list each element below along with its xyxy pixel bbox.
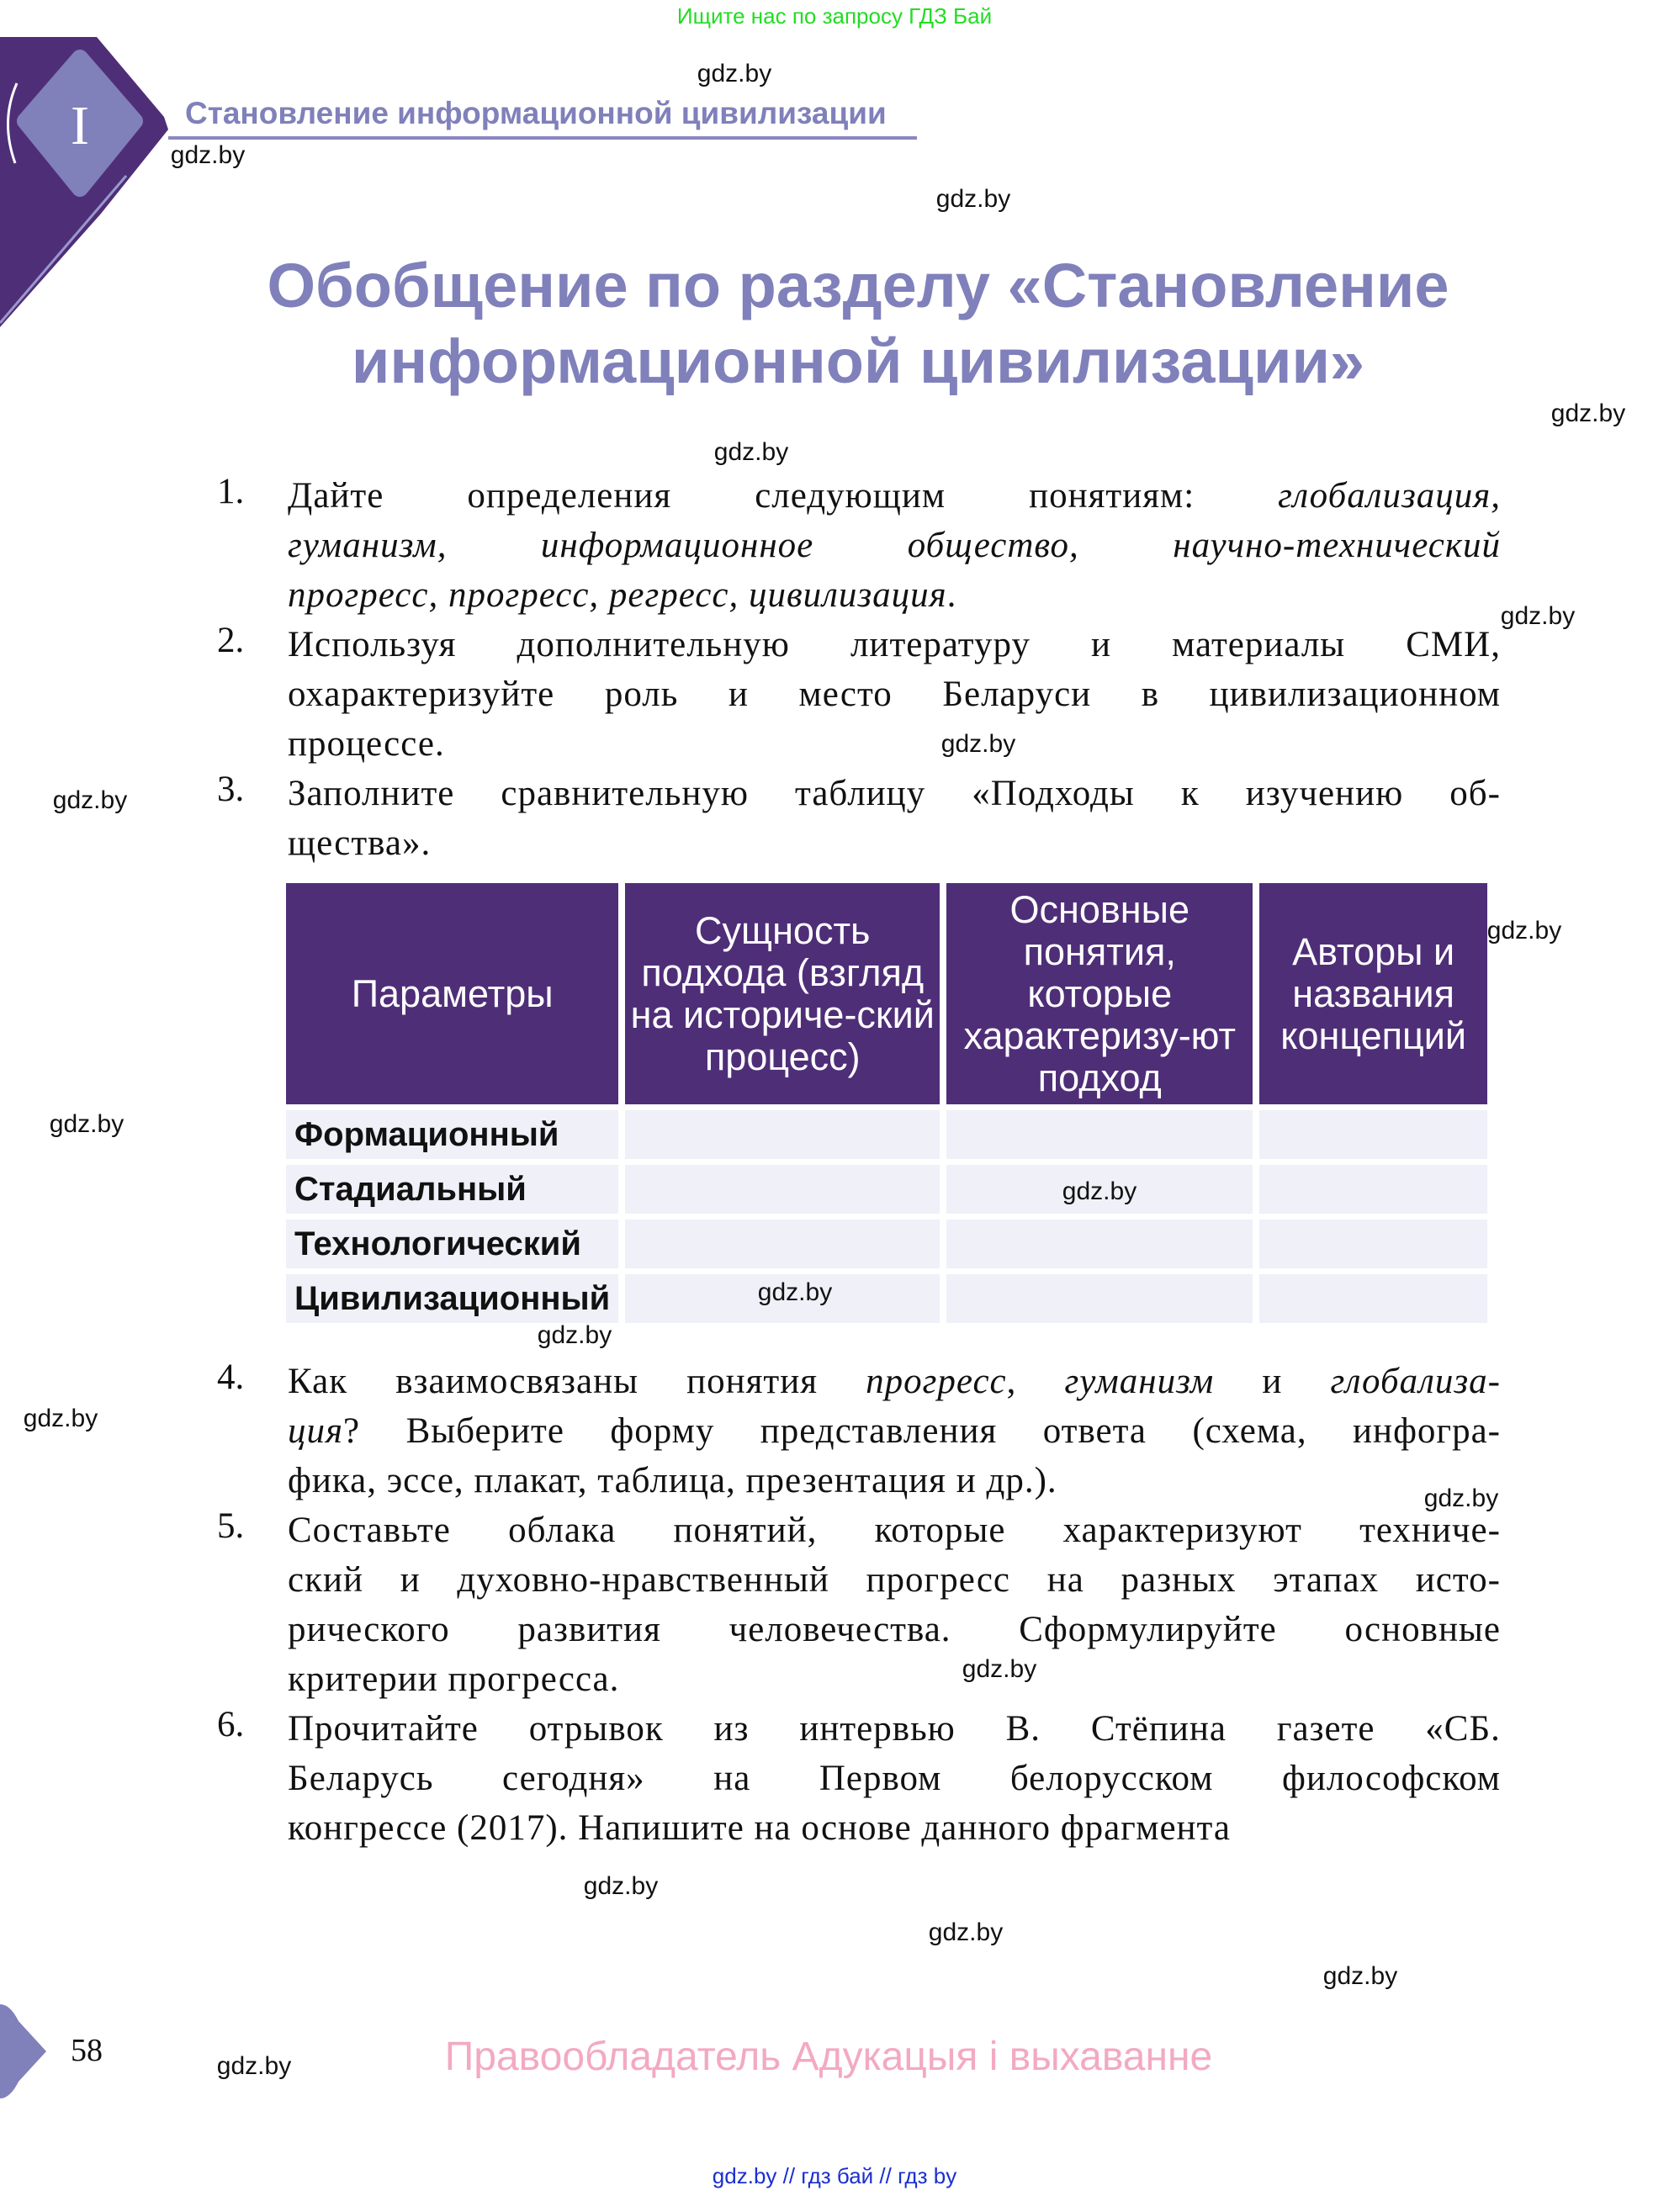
header-cell: Основные понятия, которые характеризу-ют подход — [946, 883, 1253, 1104]
word: взаимосвязаны — [395, 1362, 638, 1401]
word: представления — [760, 1411, 998, 1451]
word-group — [288, 1357, 347, 1406]
word: интервью — [799, 1709, 956, 1749]
row-label: Цивилизационный — [286, 1274, 618, 1323]
word: которые — [874, 1511, 1006, 1550]
word: дополнительную — [517, 625, 790, 664]
word-group — [1406, 620, 1501, 669]
section-underline — [168, 136, 917, 140]
header-cell: Сущность подхода (взгляд на историче-ский процесс) — [625, 883, 940, 1104]
word: «Подходы — [972, 774, 1135, 813]
word: инфогра- — [1353, 1411, 1501, 1451]
task-list — [217, 1357, 1501, 1853]
watermark: gdz.by — [52, 786, 128, 814]
word: Дайте — [288, 476, 384, 516]
page-number: 58 — [71, 2033, 103, 2068]
word-group — [288, 620, 456, 669]
text-segment: фика, эссе, плакат, таблица, презентация и др.). — [288, 1461, 1057, 1500]
task-text-line — [288, 1406, 1501, 1456]
watermark: gdz.by — [928, 1918, 1004, 1946]
word-group — [908, 521, 1079, 570]
word: информационное — [540, 526, 814, 565]
word: техниче- — [1359, 1511, 1501, 1550]
word-group — [1353, 1406, 1501, 1456]
word: Как — [288, 1362, 348, 1401]
task-text-line — [288, 818, 1501, 868]
word-group — [529, 1704, 664, 1754]
watermark: gdz.by — [1486, 917, 1562, 945]
word-group — [541, 521, 813, 570]
word-group — [729, 669, 749, 719]
watermark: gdz.by — [713, 438, 789, 466]
task-number: 4. — [217, 1357, 245, 1397]
row-label: Технологический — [286, 1220, 618, 1268]
watermark: gdz.by — [1322, 1962, 1398, 1990]
word-group — [799, 669, 893, 719]
word: литературу — [850, 625, 1031, 664]
word: облака — [508, 1511, 617, 1550]
text-segment: процессе. — [288, 724, 445, 764]
word-group — [1210, 669, 1501, 719]
word: Составьте — [288, 1511, 451, 1550]
copyright-notice: Правообладатель Адукацыя і выхаванне — [444, 2035, 1213, 2079]
word-group — [866, 1357, 1016, 1406]
watermark: gdz.by — [1062, 1177, 1137, 1205]
word: об- — [1449, 774, 1501, 813]
word: Выберите — [405, 1411, 564, 1451]
word-group — [1277, 1704, 1375, 1754]
word-group — [795, 769, 925, 818]
section-title: Становление информационной цивилизации — [185, 96, 887, 130]
text-segment: конгрессе (2017). Напишите на основе данного фрагмента — [288, 1808, 1231, 1848]
word: основные — [1344, 1610, 1501, 1649]
word: определения — [467, 476, 672, 516]
watermark: gdz.by — [23, 1405, 98, 1432]
task-text-line — [288, 1506, 1501, 1555]
task-text-line — [288, 521, 1501, 570]
word: форму — [610, 1411, 715, 1451]
word-group — [501, 769, 749, 818]
task-list — [217, 471, 1501, 868]
text-segment: щества». — [288, 823, 432, 863]
task-number: 3. — [217, 770, 245, 809]
word-group — [1273, 1555, 1379, 1605]
word: философском — [1281, 1759, 1501, 1798]
word-group — [288, 769, 454, 818]
task-text-line — [288, 570, 1501, 620]
row-label: Стадиальный — [286, 1165, 618, 1214]
word: и — [400, 1560, 421, 1600]
word: прогресс — [866, 1362, 1007, 1401]
task-text-line — [288, 620, 1501, 669]
word: белорусском — [1009, 1759, 1214, 1798]
word: Используя — [288, 625, 457, 664]
word-group — [1282, 1754, 1501, 1803]
word-group — [467, 471, 671, 521]
word: ? — [343, 1411, 361, 1451]
watermark: gdz.by — [757, 1278, 833, 1306]
word-group — [866, 1555, 1010, 1605]
word-group — [1331, 1357, 1501, 1406]
task-number: 2. — [217, 621, 245, 660]
task-text-line — [288, 471, 1501, 521]
word-group — [288, 1555, 363, 1605]
word-group — [1065, 1357, 1215, 1406]
word-group — [605, 669, 679, 719]
task-number: 1. — [217, 472, 245, 511]
word-group — [288, 669, 554, 719]
task-item — [217, 1506, 1501, 1704]
task-text-line — [288, 719, 1501, 769]
word: глобализация, — [1278, 476, 1501, 516]
text-segment: прогресс, прогресс, регресс, цивилизация — [288, 575, 947, 615]
task-text-line — [288, 769, 1501, 818]
word-group — [288, 1754, 433, 1803]
task-text-line — [288, 1357, 1501, 1406]
table-header-row — [286, 883, 1487, 1104]
task-text-line — [288, 1456, 1501, 1506]
watermark: gdz.by — [537, 1321, 612, 1349]
word: «СБ. — [1425, 1709, 1501, 1749]
word-group — [1172, 620, 1345, 669]
task-number: 6. — [217, 1705, 245, 1744]
word-group — [288, 1605, 450, 1654]
word-group — [288, 1506, 451, 1555]
word-group — [1278, 471, 1501, 521]
word-group — [1192, 1406, 1306, 1456]
task-text-line — [288, 1803, 1501, 1853]
word-group — [799, 1704, 955, 1754]
word: на — [1046, 1560, 1084, 1600]
word-group — [1449, 769, 1501, 818]
word-group — [1091, 1704, 1227, 1754]
task-text-line — [288, 669, 1501, 719]
word-group — [755, 471, 946, 521]
word: прогресс — [866, 1560, 1011, 1600]
table-row — [286, 1110, 1487, 1159]
table-row — [286, 1165, 1487, 1214]
word: общество, — [907, 526, 1079, 565]
word: (схема, — [1192, 1411, 1307, 1451]
word: и — [1091, 625, 1112, 664]
word: сегодня» — [501, 1759, 645, 1798]
watermark: gdz.by — [1500, 602, 1576, 630]
word-group — [1019, 1605, 1277, 1654]
word-group — [288, 1406, 360, 1456]
word-group — [819, 1754, 942, 1803]
word: духовно-нравственный — [457, 1560, 829, 1600]
word-group — [610, 1406, 714, 1456]
watermark: gdz.by — [1550, 400, 1626, 427]
word: глобализа- — [1330, 1362, 1501, 1401]
task-text-line — [288, 1704, 1501, 1754]
word: охарактеризуйте — [288, 675, 555, 714]
word-group — [729, 1605, 951, 1654]
word: рического — [288, 1610, 450, 1649]
word: гуманизм — [1064, 1362, 1215, 1401]
word-group — [288, 521, 447, 570]
word: из — [713, 1709, 750, 1749]
word-group — [1063, 1506, 1302, 1555]
word: СМИ, — [1406, 625, 1501, 664]
word: развития — [517, 1610, 661, 1649]
header-cell: Параметры — [286, 883, 618, 1104]
watermark: gdz.by — [935, 185, 1011, 213]
word: на — [713, 1759, 751, 1798]
word-group — [1173, 521, 1501, 570]
word-group — [288, 471, 384, 521]
word: и — [1262, 1362, 1283, 1401]
word-group — [517, 620, 790, 669]
word: следующим — [755, 476, 946, 516]
task-number: 5. — [217, 1506, 245, 1546]
word: понятий, — [673, 1511, 818, 1550]
task-text-line — [288, 1555, 1501, 1605]
word: роль — [604, 675, 679, 714]
word-group — [400, 1555, 421, 1605]
watermark: gdz.by — [940, 730, 1016, 758]
word: в — [1141, 675, 1160, 714]
word: Первом — [819, 1759, 942, 1798]
word-group — [1043, 1406, 1147, 1456]
header-cell: Авторы и названия концепций — [1259, 883, 1487, 1104]
word: В. — [1005, 1709, 1041, 1749]
word: исто- — [1415, 1560, 1501, 1600]
table-row — [286, 1220, 1487, 1268]
word: и — [728, 675, 749, 714]
top-search-note: Ищите нас по запросу ГДЗ Бай — [676, 3, 993, 29]
word-group — [1006, 1704, 1041, 1754]
word-group — [714, 1704, 750, 1754]
word: Беларусь — [288, 1759, 434, 1798]
task-text-line — [288, 1754, 1501, 1803]
word-group — [1091, 620, 1111, 669]
word: цивилизационном — [1209, 675, 1501, 714]
word-group — [972, 769, 1135, 818]
table-row — [286, 1274, 1487, 1323]
word: Заполните — [288, 774, 455, 813]
watermark: gdz.by — [697, 60, 772, 87]
word: , — [1006, 1362, 1017, 1401]
row-label: Формационный — [286, 1110, 618, 1159]
word: понятиям: — [1029, 476, 1195, 516]
word-group — [1047, 1555, 1084, 1605]
word-group — [686, 1357, 818, 1406]
task-item — [217, 471, 1501, 620]
word: ция — [288, 1411, 343, 1451]
word-group — [395, 1357, 638, 1406]
watermark: gdz.by — [962, 1655, 1037, 1683]
word: научно-технический — [1173, 526, 1501, 565]
word-group — [1181, 769, 1200, 818]
watermark: gdz.by — [1423, 1484, 1499, 1512]
word-group — [508, 1506, 616, 1555]
word: Прочитайте — [288, 1709, 479, 1749]
page-title-line: Обобщение по разделу «Становление — [267, 251, 1449, 320]
word-group — [1029, 471, 1195, 521]
word-group — [1121, 1555, 1237, 1605]
word: к — [1180, 774, 1200, 813]
word-group — [1416, 1555, 1501, 1605]
word-group — [502, 1754, 645, 1803]
watermark: gdz.by — [170, 141, 246, 169]
word-group — [875, 1506, 1006, 1555]
word-group — [760, 1406, 997, 1456]
word-group — [1425, 1704, 1501, 1754]
task-text-line — [288, 1605, 1501, 1654]
word-group — [1262, 1357, 1282, 1406]
task-text-line — [288, 1654, 1501, 1704]
watermark: gdz.by — [583, 1872, 659, 1900]
word-group — [457, 1555, 829, 1605]
word: гуманизм, — [288, 526, 448, 565]
word: Сформулируйте — [1019, 1610, 1277, 1649]
word: характеризуют — [1062, 1511, 1302, 1550]
word-group — [406, 1406, 564, 1456]
word-group — [1142, 669, 1159, 719]
word-group — [850, 620, 1031, 669]
word-group — [1344, 1605, 1500, 1654]
task-item — [217, 1357, 1501, 1506]
word: ответа — [1042, 1411, 1147, 1451]
word: материалы — [1172, 625, 1346, 664]
word: изучению — [1245, 774, 1404, 813]
text-segment: . — [946, 575, 957, 615]
word: отрывок — [528, 1709, 664, 1749]
word: Беларуси — [942, 675, 1092, 714]
word: разных — [1121, 1560, 1237, 1600]
word: ский — [288, 1560, 363, 1600]
page-title-line: информационной цивилизации» — [351, 326, 1365, 396]
word-group — [517, 1605, 660, 1654]
word: газете — [1276, 1709, 1375, 1749]
chapter-numeral: I — [71, 95, 89, 156]
word: Стёпина — [1090, 1709, 1227, 1749]
text-segment: критерии прогресса. — [288, 1659, 620, 1699]
word-group — [942, 669, 1091, 719]
task-item — [217, 620, 1501, 769]
bottom-links[interactable]: gdz.by // гдз бай // гдз by — [712, 2163, 957, 2188]
word: понятия — [686, 1362, 819, 1401]
word: этапах — [1273, 1560, 1380, 1600]
chapter-corner-decoration — [0, 37, 168, 327]
task-item — [217, 1704, 1501, 1853]
word-group — [1246, 769, 1403, 818]
page-title — [168, 248, 1548, 400]
word-group — [288, 1704, 479, 1754]
word-group — [713, 1754, 750, 1803]
word: таблицу — [795, 774, 926, 813]
word-group — [674, 1506, 818, 1555]
word: человечества. — [729, 1610, 951, 1649]
word-group — [1010, 1754, 1214, 1803]
task-item — [217, 769, 1501, 868]
comparison-table — [279, 877, 1494, 1329]
word: место — [798, 675, 893, 714]
watermark: gdz.by — [216, 2052, 292, 2080]
word: сравнительную — [501, 774, 749, 813]
watermark: gdz.by — [49, 1110, 125, 1138]
